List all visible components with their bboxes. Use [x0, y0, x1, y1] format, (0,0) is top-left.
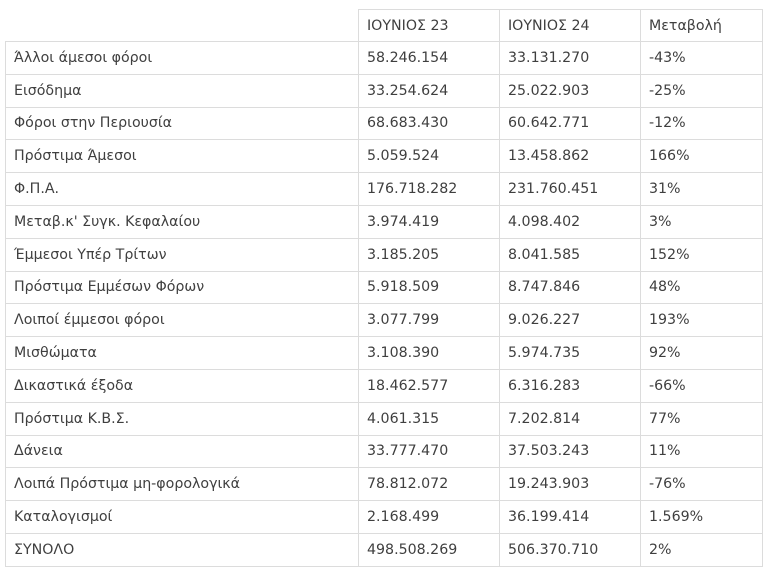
row-label-cell: Πρόστιμα Εμμέσων Φόρων — [6, 271, 359, 304]
change-percent-cell: 92% — [641, 337, 763, 370]
table-body — [6, 42, 763, 567]
table-row — [6, 107, 763, 140]
june-24-value-cell: 7.202.814 — [500, 402, 641, 435]
change-percent-cell: -43% — [641, 42, 763, 75]
change-percent-cell: 166% — [641, 140, 763, 173]
june-24-value-cell: 33.131.270 — [500, 42, 641, 75]
june-23-value-cell: 78.812.072 — [359, 468, 500, 501]
change-percent-cell: 193% — [641, 304, 763, 337]
june-24-value-cell: 37.503.243 — [500, 435, 641, 468]
row-label-cell: ΣΥΝΟΛΟ — [6, 533, 359, 566]
june-24-value-cell: 5.974.735 — [500, 337, 641, 370]
header-cell-empty — [6, 10, 359, 42]
june-24-value-cell: 60.642.771 — [500, 107, 641, 140]
table-row — [6, 369, 763, 402]
june-23-value-cell: 58.246.154 — [359, 42, 500, 75]
change-percent-cell: 2% — [641, 533, 763, 566]
change-percent-cell: 31% — [641, 173, 763, 206]
june-24-value-cell: 506.370.710 — [500, 533, 641, 566]
row-label-cell: Δάνεια — [6, 435, 359, 468]
table-row — [6, 140, 763, 173]
table-row — [6, 205, 763, 238]
change-percent-cell: 11% — [641, 435, 763, 468]
june-23-value-cell: 5.059.524 — [359, 140, 500, 173]
header-cell-change: Μεταβολή — [641, 10, 763, 42]
change-percent-cell: 1.569% — [641, 501, 763, 534]
table-row — [6, 533, 763, 566]
change-percent-cell: 152% — [641, 238, 763, 271]
change-percent-cell: 3% — [641, 205, 763, 238]
table-row — [6, 468, 763, 501]
june-23-value-cell: 3.974.419 — [359, 205, 500, 238]
june-24-value-cell: 8.747.846 — [500, 271, 641, 304]
change-percent-cell: 77% — [641, 402, 763, 435]
row-label-cell: Πρόστιμα Κ.Β.Σ. — [6, 402, 359, 435]
june-24-value-cell: 9.026.227 — [500, 304, 641, 337]
row-label-cell: Έμμεσοι Υπέρ Τρίτων — [6, 238, 359, 271]
row-label-cell: Καταλογισμοί — [6, 501, 359, 534]
change-percent-cell: -76% — [641, 468, 763, 501]
june-23-value-cell: 3.077.799 — [359, 304, 500, 337]
row-label-cell: Φόροι στην Περιουσία — [6, 107, 359, 140]
june-23-value-cell: 4.061.315 — [359, 402, 500, 435]
change-percent-cell: -66% — [641, 369, 763, 402]
june-23-value-cell: 18.462.577 — [359, 369, 500, 402]
table-row — [6, 238, 763, 271]
row-label-cell: Μισθώματα — [6, 337, 359, 370]
june-23-value-cell: 2.168.499 — [359, 501, 500, 534]
table-row — [6, 42, 763, 75]
june-23-value-cell: 5.918.509 — [359, 271, 500, 304]
june-24-value-cell: 231.760.451 — [500, 173, 641, 206]
june-24-value-cell: 19.243.903 — [500, 468, 641, 501]
row-label-cell: Φ.Π.Α. — [6, 173, 359, 206]
june-23-value-cell: 176.718.282 — [359, 173, 500, 206]
june-24-value-cell: 36.199.414 — [500, 501, 641, 534]
table-row — [6, 74, 763, 107]
june-23-value-cell: 3.185.205 — [359, 238, 500, 271]
june-23-value-cell: 33.777.470 — [359, 435, 500, 468]
june-23-value-cell: 498.508.269 — [359, 533, 500, 566]
header-cell-june-24: ΙΟΥΝΙΟΣ 24 — [500, 10, 641, 42]
row-label-cell: Εισόδημα — [6, 74, 359, 107]
change-percent-cell: -12% — [641, 107, 763, 140]
june-23-value-cell: 33.254.624 — [359, 74, 500, 107]
june-24-value-cell: 25.022.903 — [500, 74, 641, 107]
june-24-value-cell: 13.458.862 — [500, 140, 641, 173]
table-row — [6, 435, 763, 468]
table-row — [6, 501, 763, 534]
row-label-cell: Λοιπά Πρόστιμα μη-φορολογικά — [6, 468, 359, 501]
change-percent-cell: 48% — [641, 271, 763, 304]
june-24-value-cell: 6.316.283 — [500, 369, 641, 402]
row-label-cell: Μεταβ.κ' Συγκ. Κεφαλαίου — [6, 205, 359, 238]
table-row — [6, 304, 763, 337]
revenue-comparison-table — [5, 9, 763, 567]
table-row — [6, 271, 763, 304]
header-cell-june-23: ΙΟΥΝΙΟΣ 23 — [359, 10, 500, 42]
data-table-container — [5, 9, 762, 567]
table-row — [6, 337, 763, 370]
change-percent-cell: -25% — [641, 74, 763, 107]
table-row — [6, 173, 763, 206]
table-row — [6, 402, 763, 435]
row-label-cell: Λοιποί έμμεσοι φόροι — [6, 304, 359, 337]
june-24-value-cell: 8.041.585 — [500, 238, 641, 271]
june-24-value-cell: 4.098.402 — [500, 205, 641, 238]
row-label-cell: Δικαστικά έξοδα — [6, 369, 359, 402]
row-label-cell: Πρόστιμα Άμεσοι — [6, 140, 359, 173]
june-23-value-cell: 68.683.430 — [359, 107, 500, 140]
row-label-cell: Άλλοι άμεσοι φόροι — [6, 42, 359, 75]
table-header — [6, 10, 763, 42]
header-row — [6, 10, 763, 42]
june-23-value-cell: 3.108.390 — [359, 337, 500, 370]
